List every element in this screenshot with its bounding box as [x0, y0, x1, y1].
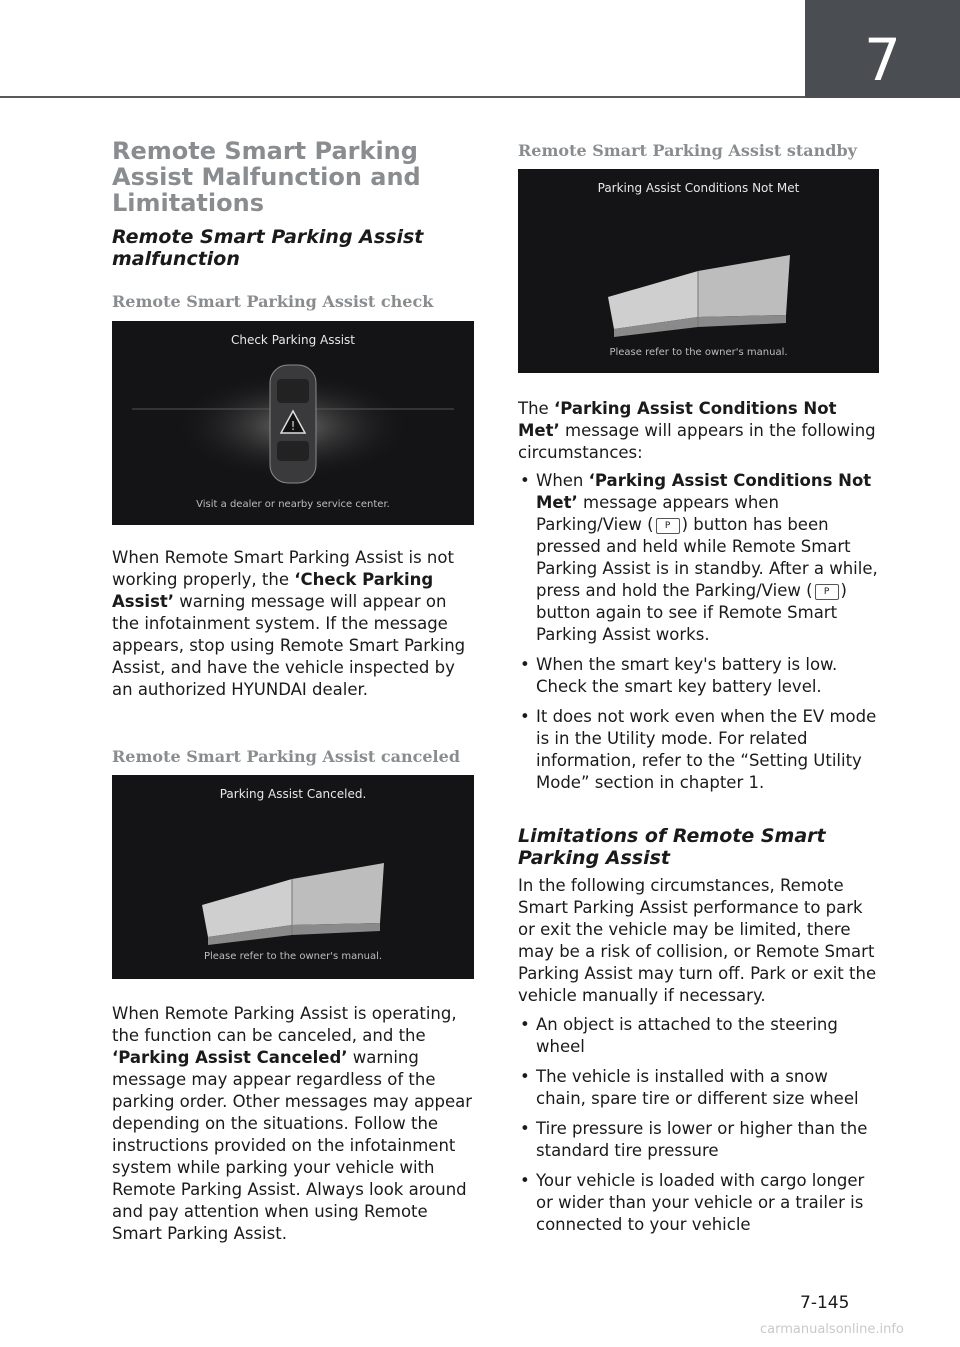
- limitations-intro: In the following circumstances, Remote Smart Parking Assist performance to park or exit the vehicle may be limited, there may be a risk of collision, or Remote Smart Parking Assist may turn off. Park or exit the vehicle manually if necessary.: [518, 876, 877, 1005]
- section-title: Remote Smart Parking Assist Malfunction and Limitations: [112, 137, 421, 217]
- chapter-number: 7: [864, 26, 901, 94]
- parking-view-button-icon: P: [815, 584, 839, 600]
- list-item: • When the smart key's battery is low. Check the smart key battery level.: [518, 654, 880, 698]
- canceled-screen-caption: Please refer to the owner's manual.: [203, 951, 383, 962]
- car-illustration: [112, 321, 474, 525]
- parking-view-button-icon: P: [656, 518, 680, 534]
- canceled-paragraph: When Remote Parking Assist is operating, the function can be canceled, and the ‘Parking Assist Canceled’ warning message may appear regardless of the parking order. Other messages may appear depending on the situations. Follow the instructions provided on the infotainment system while parking your vehicle with Remote Parking Assist. Always look around and pay attention when using Remote Smart Parking Assist.: [112, 1004, 473, 1243]
- canceled-heading: Remote Smart Parking Assist canceled: [112, 747, 460, 766]
- canceled-message-name: ‘Parking Assist Canceled’: [112, 1048, 348, 1067]
- limitations-heading: Limitations of Remote Smart Parking Assist: [518, 825, 826, 869]
- check-message-name: ‘Check Parking Assist’: [112, 570, 434, 611]
- standby-list: [518, 470, 880, 802]
- check-screen-image: [112, 321, 474, 525]
- canceled-screen-image: [112, 775, 474, 979]
- canceled-screen-title: Parking Assist Canceled.: [219, 787, 367, 801]
- header-rule: [0, 96, 805, 98]
- standby-heading: Remote Smart Parking Assist standby: [518, 141, 857, 160]
- list-item: • An object is attached to the steering wheel: [518, 1014, 880, 1058]
- standby-screen-title: Parking Assist Conditions Not Met: [597, 181, 800, 195]
- list-item: • Tire pressure is lower or higher than the standard tire pressure: [518, 1118, 880, 1162]
- check-heading: Remote Smart Parking Assist check: [112, 292, 434, 311]
- standby-screen-caption: Please refer to the owner's manual.: [609, 347, 788, 358]
- standby-screen-image: [518, 169, 879, 373]
- check-screen-title: Check Parking Assist: [230, 333, 356, 347]
- list-item: • Your vehicle is loaded with cargo longer or wider than your vehicle or a trailer is connected to your vehicle: [518, 1170, 880, 1236]
- svg-text:!: !: [290, 419, 296, 433]
- limitations-list: [518, 1014, 880, 1244]
- standby-intro: The ‘Parking Assist Conditions Not Met’ message will appears in the following circumstances:: [518, 399, 876, 462]
- page-number: 7-145: [800, 1293, 850, 1313]
- watermark: carmanualsonline.info: [760, 1322, 904, 1337]
- list-item: • The vehicle is installed with a snow chain, spare tire or different size wheel: [518, 1066, 880, 1110]
- chapter-tab: [805, 0, 960, 98]
- check-paragraph: When Remote Smart Parking Assist is not working properly, the ‘Check Parking Assist’ warning message will appear on the infotainment system. If the message appears, stop using Remote Smart Parking Assist, and have the vehicle inspected by an authorized HYUNDAI dealer.: [112, 548, 466, 699]
- standby-message-name: ‘Parking Assist Conditions Not Met’: [518, 399, 837, 440]
- malfunction-heading: Remote Smart Parking Assist malfunction: [112, 226, 424, 270]
- check-screen-caption: Visit a dealer or nearby service center.: [196, 499, 390, 510]
- list-item: • When ‘Parking Assist Conditions Not Met’ message appears when Parking/View ( P ) button has been pressed and held while Remote Smart Parking Assist is in standby. After a while, press and hold the Parking/View ( P ) button again to see if Remote Smart Parking Assist works.: [518, 470, 880, 646]
- book-icon: [112, 775, 474, 979]
- list-item: • It does not work even when the EV mode is in the Utility mode. For related information, refer to the “Setting Utility Mode” section in chapter 1.: [518, 706, 880, 794]
- book-icon: [518, 169, 879, 373]
